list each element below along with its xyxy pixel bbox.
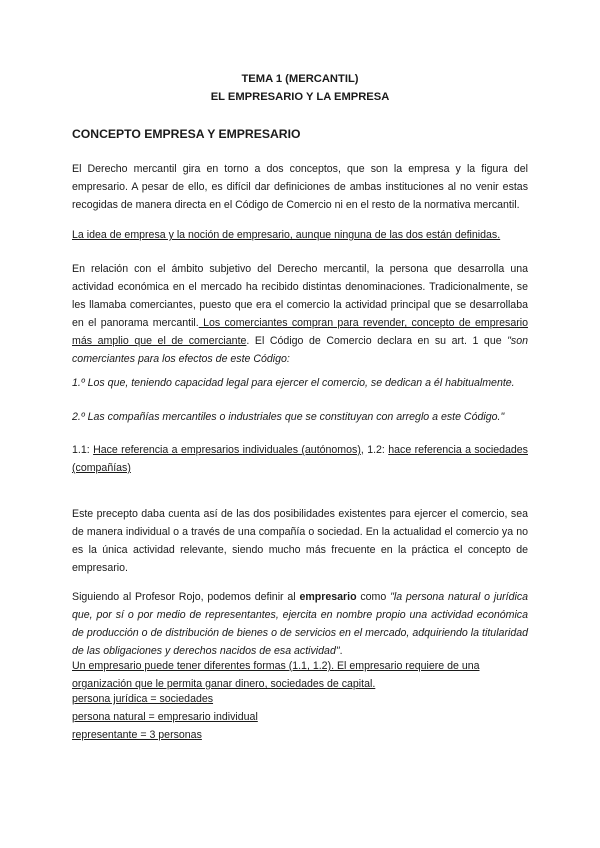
p3-underlined-2: hace referencia a sociedades (compañías) xyxy=(72,444,528,474)
p5-italic: "la persona natural o jurídica que, por sí o por medio de representantes, ejercita en nombre propio una actividad económica de producción o de distribución de bienes o de servicios en el mercado, adquiriendo la titularidad de las obligaciones y derechos nacidos de esa actividad" xyxy=(72,591,529,657)
p3-mid: , 1.2: xyxy=(360,444,389,456)
note-1: persona jurídica = sociedades xyxy=(72,693,214,705)
paragraph-1-underlined: La idea de empresa y la noción de empresario, aunque ninguna de las dos están definidas. xyxy=(72,229,501,241)
note-2: persona natural = empresario individual xyxy=(72,711,258,723)
paragraph-2 xyxy=(72,260,528,368)
doc-title xyxy=(0,70,600,106)
quote-item-2: 2.º Las compañías mercantiles o industriales que se constituyan con arreglo a este Código." xyxy=(72,411,505,423)
p2-lead: En relación con el ámbito subjetivo del Derecho mercantil, la persona que desarrolla una actividad económica en el mercado ha recibido distintas denominaciones. Tradicionalmente, se les llamaba comerciantes, puesto que era el comercio la actividad principal que se desarrollaba en el panorama mercantil. xyxy=(72,263,528,329)
note-3: representante = 3 personas xyxy=(72,729,202,741)
p3-underlined-1: Hace referencia a empresarios individuales (autónomos) xyxy=(93,444,361,456)
p5-lead: Siguiendo al Profesor Rojo, podemos definir al xyxy=(72,591,300,603)
paragraph-5 xyxy=(72,588,528,660)
paragraph-6 xyxy=(72,657,528,693)
title-line-2: EL EMPRESARIO Y LA EMPRESA xyxy=(210,91,390,103)
p5-mid: como xyxy=(356,591,391,603)
quote-item-1: 1.º Los que, teniendo capacidad legal para ejercer el comercio, se dedican a él habitualmente. xyxy=(72,377,515,389)
p6-underlined-1: Un empresario puede tener diferentes formas (1.1, 1.2). xyxy=(72,660,335,672)
notes-list xyxy=(72,690,528,744)
paragraph-3 xyxy=(72,441,528,477)
p2-tail: . El Código de Comercio declara en su art. 1 que xyxy=(246,335,508,347)
p5-end: . xyxy=(339,645,343,657)
p2-quote: "son comerciantes para los efectos de este Código: xyxy=(72,335,528,365)
title-line-1: TEMA 1 (MERCANTIL) xyxy=(241,73,359,85)
p3-prefix: 1.1: xyxy=(72,444,94,456)
p5-bold: empresario xyxy=(299,591,357,603)
paragraph-1: El Derecho mercantil gira en torno a dos conceptos, que son la empresa y la figura del empresario. A pesar de ello, es difícil dar definiciones de ambas instituciones al no venir estas recogidas de manera directa en el Código de Comercio ni en el resto de la normativa mercantil. xyxy=(72,163,528,211)
p6-underlined-2: El empresario requiere de una organización que le permita ganar dinero, sociedades de capital. xyxy=(72,660,480,690)
p2-underlined: Los comerciantes compran para revender, concepto de empresario más amplio que el de comerciante xyxy=(72,317,528,347)
section-heading: CONCEPTO EMPRESA Y EMPRESARIO xyxy=(72,127,301,141)
paragraph-4: Este precepto daba cuenta así de las dos posibilidades existentes para ejercer el comercio, sea de manera individual o a través de una compañía o sociedad. En la actualidad el comercio ya no es la única actividad relevante, siendo mucho más frecuente en la práctica el concepto de empresario. xyxy=(72,508,528,574)
